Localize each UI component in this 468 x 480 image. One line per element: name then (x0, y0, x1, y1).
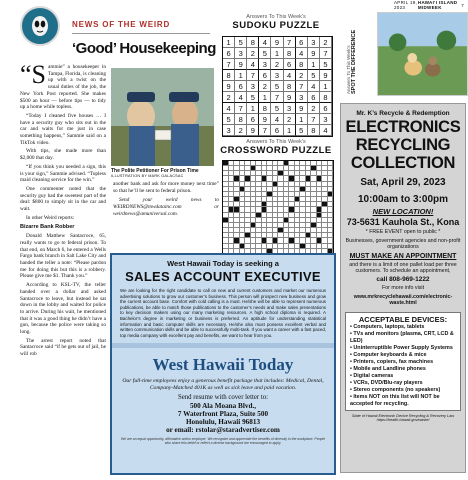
crossword-label: Answers To This Week's (246, 139, 306, 145)
divider (112, 343, 334, 348)
ad-free: * FREE EVENT open to public * (365, 229, 441, 235)
sudoku-cell: 4 (235, 92, 247, 103)
sudoku-cell: 8 (284, 81, 296, 92)
sudoku-cell: 1 (259, 92, 271, 103)
paragraph: “If you think you needed a sign, this is your sign,” Sammie advised. “Topless maid cleaning service for the win.” (20, 163, 106, 184)
page-header (390, 0, 468, 10)
sudoku-cell: 7 (247, 70, 259, 81)
sudoku-title: SUDOKU PUZZLE (232, 20, 320, 31)
sudoku-cell: 4 (308, 81, 320, 92)
sudoku-cell: 2 (247, 48, 259, 59)
paragraph: According to KSL-TV, the teller handed over a dollar and asked Santacroce to leave, but instead he sat down in the lobby and waited for police to arrive. During his wait, he mentioned that it was a good thing he didn’t have a gun, because the police were taking so long. (20, 282, 106, 336)
sudoku-cell: 9 (223, 81, 235, 92)
sudoku-cell: 7 (296, 81, 308, 92)
sudoku-cell: 9 (247, 125, 259, 136)
sudoku-cell: 3 (223, 125, 235, 136)
crossword-title: CROSSWORD PUZZLE (220, 145, 332, 156)
west-hawaii-today-logo: West Hawaii Today (152, 355, 294, 375)
ad-title-3: COLLECTION (350, 154, 456, 172)
sales-ad-title: SALES ACCOUNT EXECUTIVE (125, 269, 321, 284)
sudoku-cell: 1 (320, 81, 332, 92)
sales-job-ad (110, 253, 336, 475)
sudoku-cell: 9 (284, 92, 296, 103)
sudoku-cell: 9 (259, 114, 271, 125)
sudoku-cell: 8 (308, 125, 320, 136)
sudoku-cell: 1 (235, 70, 247, 81)
sudoku-cell: 1 (223, 37, 235, 48)
sudoku-cell: 9 (235, 59, 247, 70)
ad-sponsor: Mr. K’s Recycle & Redemption (356, 110, 450, 117)
sudoku-cell: 3 (296, 92, 308, 103)
sales-ad-body: We are looking for the right candidate to call on new and current customers and market our numerous advertising solutions to grow our customer’s business. This person will prospect new business and grow the current account base. Comfort with cold calling is a must. He/she will be able to represent numerous publications, be able to match those publications to the customer’s needs and make sales presentations to key decision makers using our many marketing resources. A high school diploma is required. A Bachelor’s degree in marketing or business is preferred. An aptitude for understanding statistical information and basic computer skills are necessary. He/she also must possess excellent verbal and written communication skills and be able to successfully multi-task. If you want a career with a fast paced, top media company with excellent pay and benefits, we want to hear from you. (120, 288, 326, 338)
sudoku-heading (218, 14, 334, 31)
ad-address: 73-5631 Kauhola St., Kona (346, 217, 460, 227)
ad-phone: call 808-969-1222 (376, 275, 430, 283)
sudoku-cell: 3 (259, 59, 271, 70)
eeo-fine-print: We are an equal opportunity, affirmative action employer. We recognize and appreciate the benefits of diversity in the workplace. People who share this belief or reflect a diverse background are encouraged to apply. (121, 436, 325, 445)
sudoku-grid (222, 36, 333, 137)
header-page: 7 (461, 2, 464, 8)
caption-text: The Polite Petitioner For Prison Time (111, 168, 199, 174)
benefits-text: Our full-time employees enjoy a generous benefit package that includes: Medical, Dental, Company-Matched 401K as well as sick leave and paid vacation. (122, 378, 324, 391)
sudoku-cell: 3 (308, 37, 320, 48)
ad-footer: State of Hawaii Electronic Device Recycling & Recovery Law https://health.hawaii.gov/waste/ (351, 413, 455, 422)
device-item: • Digital cameras (350, 372, 394, 379)
sudoku-cell: 8 (235, 114, 247, 125)
ad-title-1: ELECTRONICS (345, 118, 461, 136)
sudoku-cell: 4 (271, 114, 283, 125)
header-date: APRIL 19, 2023 (394, 0, 418, 10)
sudoku-cell: 4 (259, 37, 271, 48)
sudoku-cell: 8 (284, 48, 296, 59)
sudoku-cell: 6 (320, 103, 332, 114)
device-item: • Items NOT on this list will NOT be accepted for recycling. (350, 393, 440, 407)
address-line-2: 7 Waterfront Plaza, Suite 500 (177, 409, 269, 418)
sudoku-cell: 5 (271, 81, 283, 92)
sudoku-cell: 8 (247, 37, 259, 48)
sudoku-cell: 4 (223, 103, 235, 114)
ad-url[interactable]: www.mrkrecyclehawaii.com/electronic-waste.html (353, 293, 453, 306)
ad-appointment-note: and there is a limit of one pallet load per three customers. To schedule an appointment, (349, 261, 457, 274)
sudoku-cell: 8 (320, 92, 332, 103)
sudoku-cell: 9 (308, 48, 320, 59)
sudoku-cell: 5 (271, 103, 283, 114)
device-item: • VCRs, DVD/Blu-ray players (350, 379, 423, 386)
sudoku-cell: 4 (284, 70, 296, 81)
sudoku-cell: 7 (259, 125, 271, 136)
sudoku-cell: 2 (320, 37, 332, 48)
ad-time: 10:00am to 3:00pm (357, 194, 449, 205)
sudoku-cell: 9 (296, 103, 308, 114)
sudoku-cell: 7 (235, 103, 247, 114)
article-illustration (111, 68, 214, 166)
sudoku-cell: 8 (223, 70, 235, 81)
photo-caption (111, 168, 214, 178)
article-column-1 (20, 64, 106, 476)
sudoku-cell: 1 (271, 48, 283, 59)
sudoku-cell: 7 (320, 48, 332, 59)
sudoku-cell: 6 (271, 125, 283, 136)
headline: ‘Good’ Housekeeping (72, 40, 216, 57)
paragraph: ammie” a housekeeper in Tampa, Florida, is cleaning up with a twist on the usual duties of the job, the New York Post reported. She makes $500 an hour — before tips — to tidy up a home while topless. (20, 64, 106, 111)
drop-cap: “S (20, 64, 46, 89)
sudoku-cell: 3 (235, 48, 247, 59)
weird-logo-icon (20, 6, 60, 46)
ad-title-2: RECYCLING (355, 136, 451, 154)
device-item: • Printers, copiers, fax machines (350, 358, 434, 365)
address-line-1: 500 Ala Moana Blvd., (189, 401, 257, 410)
sudoku-cell: 6 (259, 70, 271, 81)
acceptable-title: ACCEPTABLE DEVICES: (358, 314, 448, 324)
sudoku-cell: 7 (223, 59, 235, 70)
sudoku-label: Answers To This Week's (246, 14, 306, 20)
spot-heading (340, 14, 380, 96)
sudoku-cell: 6 (284, 59, 296, 70)
sudoku-cell: 1 (284, 125, 296, 136)
ad-info: For more info visit (381, 285, 425, 291)
ad-appointment: MUST MAKE AN APPOINTMENT (349, 252, 457, 260)
sudoku-cell: 2 (223, 92, 235, 103)
sudoku-cell: 5 (223, 114, 235, 125)
article-column-2 (113, 181, 219, 220)
paragraph: In other Weird reports: (26, 214, 75, 221)
sudoku-cell: 2 (259, 81, 271, 92)
send-resume (112, 394, 334, 434)
sudoku-cell: 6 (223, 48, 235, 59)
sudoku-cell: 5 (247, 92, 259, 103)
paragraph: another bank and ask for more money next time” so that he’ll be sent to federal prison. (113, 181, 219, 194)
ad-date: Sat, April 29, 2023 (360, 177, 446, 188)
sudoku-cell: 1 (296, 114, 308, 125)
sudoku-cell: 6 (247, 114, 259, 125)
paragraph: “Today I cleaned five houses … I have a security guy who sits out in the car and waits for me just in case something happens,” Sammie said on a TikTok video. (20, 112, 106, 146)
sudoku-cell: 8 (259, 103, 271, 114)
paragraph: The arrest report noted that Santacroce said “if he gets out of jail, he will rob (20, 337, 106, 358)
sudoku-cell: 4 (320, 125, 332, 136)
spot-the-difference-image (377, 12, 468, 96)
sudoku-cell: 4 (296, 48, 308, 59)
signoff: Send your weird news to WEIRDNEWS@mwdatainc.com or weirdnews@amuniversal.com. (113, 197, 219, 217)
sudoku-cell: 6 (235, 81, 247, 92)
photo-credit: ILLUSTRATION BY MARK GALACSAC (111, 174, 184, 178)
device-item: • Uninterruptible Power Supply Systems (350, 344, 453, 351)
sudoku-cell: 9 (271, 37, 283, 48)
spot-label: Answers To This Week's (346, 45, 351, 94)
sudoku-cell: 5 (296, 125, 308, 136)
spot-title: SPOT THE DIFFERENCE (351, 29, 357, 94)
device-item: • Computer keyboards & mice (350, 351, 427, 358)
send-line: Send resume with cover letter to: (177, 393, 269, 401)
sudoku-cell: 2 (271, 59, 283, 70)
sudoku-cell: 9 (320, 70, 332, 81)
address-line-3: Honolulu, Hawaii 96813 (185, 417, 261, 426)
device-item: • Mobile and Landline phones (350, 365, 426, 372)
header-paper: HAWAI‘I ISLAND MIDWEEK (417, 0, 458, 10)
sudoku-cell: 1 (308, 59, 320, 70)
section-rule (72, 33, 210, 34)
device-item: • TVs and monitors (plasma, CRT, LCD & LED) (350, 330, 454, 344)
crossword-grid (222, 160, 334, 255)
sudoku-cell: 2 (308, 103, 320, 114)
sudoku-cell: 7 (284, 37, 296, 48)
crossword-heading (218, 139, 334, 156)
sudoku-cell: 7 (271, 92, 283, 103)
sudoku-cell: 3 (247, 81, 259, 92)
sudoku-cell: 5 (320, 59, 332, 70)
paragraph: One commenter noted that the security guy had the sweetest part of the deal: $800 to simply sit in the car and wait. (20, 185, 106, 213)
recycling-ad (340, 103, 466, 473)
sales-ad-line1: West Hawaii Today is seeking a (167, 259, 279, 268)
sudoku-cell: 2 (235, 125, 247, 136)
section-label: NEWS OF THE WEIRD (72, 20, 171, 29)
paragraph: With tips, she made more than $2,000 that day. (20, 148, 106, 162)
device-item: • Stereo components (no speakers) (350, 386, 441, 393)
paragraph: Donald Matthew Santacroce, 65, really wants to go to federal prison. To that end, on March 6, he entered a Wells Fargo bank branch in Salt Lake City and handed the teller a note: “Please pardon me for doing this but this is a robbery. Please give me $1. Thank you.” (20, 233, 106, 280)
sudoku-cell: 6 (308, 92, 320, 103)
sudoku-cell: 6 (296, 37, 308, 48)
ad-who: Businesses, government agencies and non-profit organizations (345, 237, 461, 250)
sudoku-cell: 3 (284, 103, 296, 114)
email-line[interactable]: or email: rstolar@staradvertiser.com (166, 425, 280, 434)
sudoku-cell: 8 (296, 59, 308, 70)
sudoku-cell: 4 (247, 59, 259, 70)
sudoku-cell: 5 (235, 37, 247, 48)
ad-new-location: NEW LOCATION! (372, 207, 434, 216)
sudoku-cell: 3 (271, 70, 283, 81)
sudoku-cell: 5 (308, 70, 320, 81)
sudoku-cell: 2 (296, 70, 308, 81)
sudoku-cell: 1 (247, 103, 259, 114)
sudoku-cell: 2 (284, 114, 296, 125)
alien-icon (26, 12, 54, 40)
sudoku-cell: 7 (308, 114, 320, 125)
device-item: • Computers, laptops, tablets (350, 323, 425, 330)
acceptable-devices-box (345, 312, 461, 411)
sudoku-cell: 3 (320, 114, 332, 125)
sudoku-cell: 5 (259, 48, 271, 59)
subhead: Bizarre Bank Robber (20, 224, 75, 231)
